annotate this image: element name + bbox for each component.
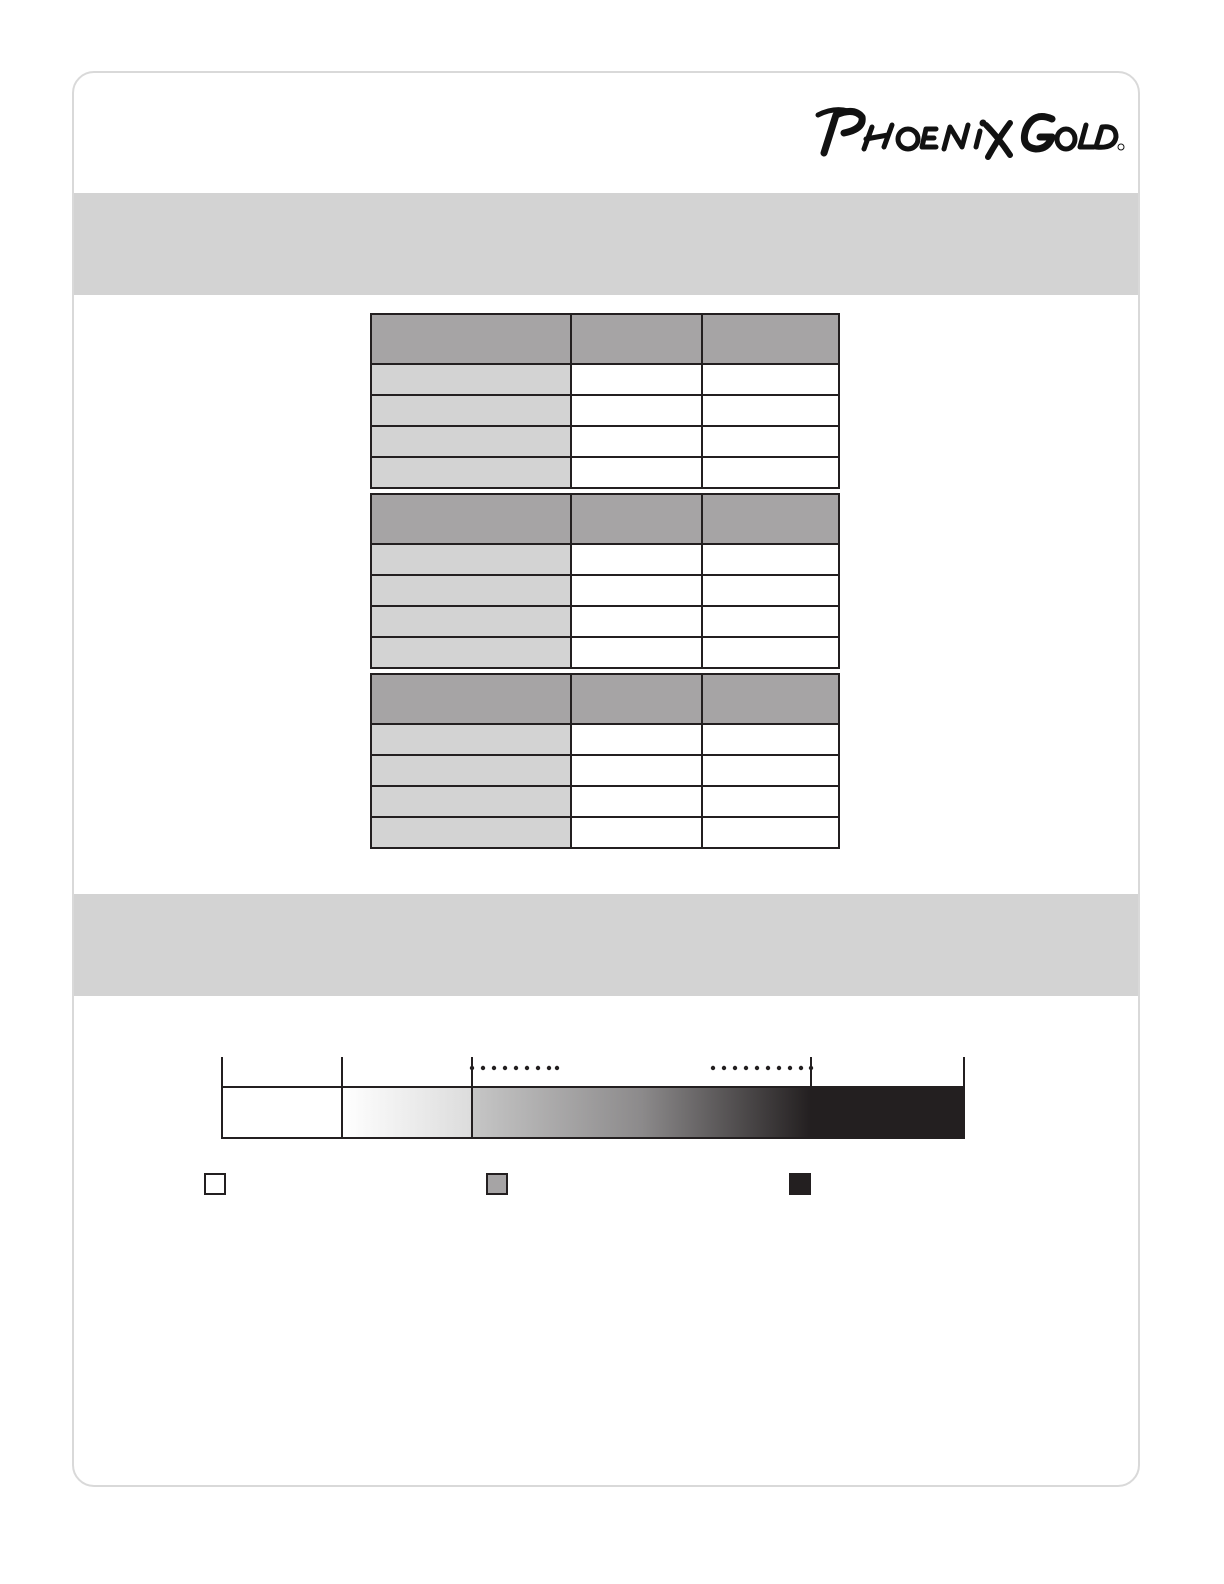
header-cell (702, 314, 839, 364)
label-cell (371, 426, 571, 457)
value-cell (702, 544, 839, 575)
value-cell (571, 457, 702, 488)
table-row (371, 786, 839, 817)
spec-table-2 (370, 493, 840, 669)
value-cell (571, 606, 702, 637)
scale-dotted-markers (470, 1066, 813, 1070)
header-cell (371, 494, 571, 544)
table-row (371, 575, 839, 606)
section-band-top (74, 193, 1138, 295)
spec-table-3 (370, 673, 840, 849)
table-header-row (371, 314, 839, 364)
label-cell (371, 575, 571, 606)
header-cell (702, 494, 839, 544)
value-cell (702, 755, 839, 786)
table-row (371, 817, 839, 848)
scale-segment-gradient (472, 1087, 811, 1138)
header-cell (371, 314, 571, 364)
value-cell (571, 817, 702, 848)
label-cell (371, 755, 571, 786)
table-row (371, 637, 839, 668)
value-cell (702, 457, 839, 488)
table-row (371, 544, 839, 575)
legend-swatch-white (204, 1173, 226, 1195)
value-cell (702, 575, 839, 606)
value-cell (702, 786, 839, 817)
table-row (371, 457, 839, 488)
label-cell (371, 817, 571, 848)
label-cell (371, 544, 571, 575)
table-row (371, 606, 839, 637)
value-cell (571, 395, 702, 426)
label-cell (371, 457, 571, 488)
table-row (371, 426, 839, 457)
value-cell (702, 817, 839, 848)
page-frame (72, 71, 1140, 1487)
value-cell (571, 786, 702, 817)
value-cell (571, 426, 702, 457)
value-cell (571, 724, 702, 755)
table-header-row (371, 494, 839, 544)
table-row (371, 724, 839, 755)
label-cell (371, 724, 571, 755)
scale-segment-light (342, 1087, 472, 1138)
table-row (371, 395, 839, 426)
value-cell (702, 364, 839, 395)
label-cell (371, 395, 571, 426)
value-cell (571, 364, 702, 395)
spec-table-1 (370, 313, 840, 489)
scale-segment-black (811, 1087, 964, 1138)
value-cell (702, 606, 839, 637)
value-cell (702, 724, 839, 755)
label-cell (371, 786, 571, 817)
value-cell (571, 544, 702, 575)
label-cell (371, 637, 571, 668)
label-cell (371, 606, 571, 637)
legend-swatch-black (789, 1173, 811, 1195)
value-cell (571, 575, 702, 606)
scale-segment-white (222, 1087, 342, 1138)
header-cell (571, 314, 702, 364)
value-cell (571, 637, 702, 668)
table-row (371, 755, 839, 786)
header-cell (371, 674, 571, 724)
label-cell (371, 364, 571, 395)
legend-swatch-gray (486, 1173, 508, 1195)
gradient-scale (214, 1053, 974, 1148)
header-cell (571, 494, 702, 544)
section-band-bottom (74, 894, 1138, 996)
header-cell (571, 674, 702, 724)
table-row (371, 364, 839, 395)
value-cell (571, 755, 702, 786)
header-cell (702, 674, 839, 724)
value-cell (702, 426, 839, 457)
value-cell (702, 395, 839, 426)
table-header-row (371, 674, 839, 724)
value-cell (702, 637, 839, 668)
phoenix-gold-logo (814, 101, 1126, 161)
